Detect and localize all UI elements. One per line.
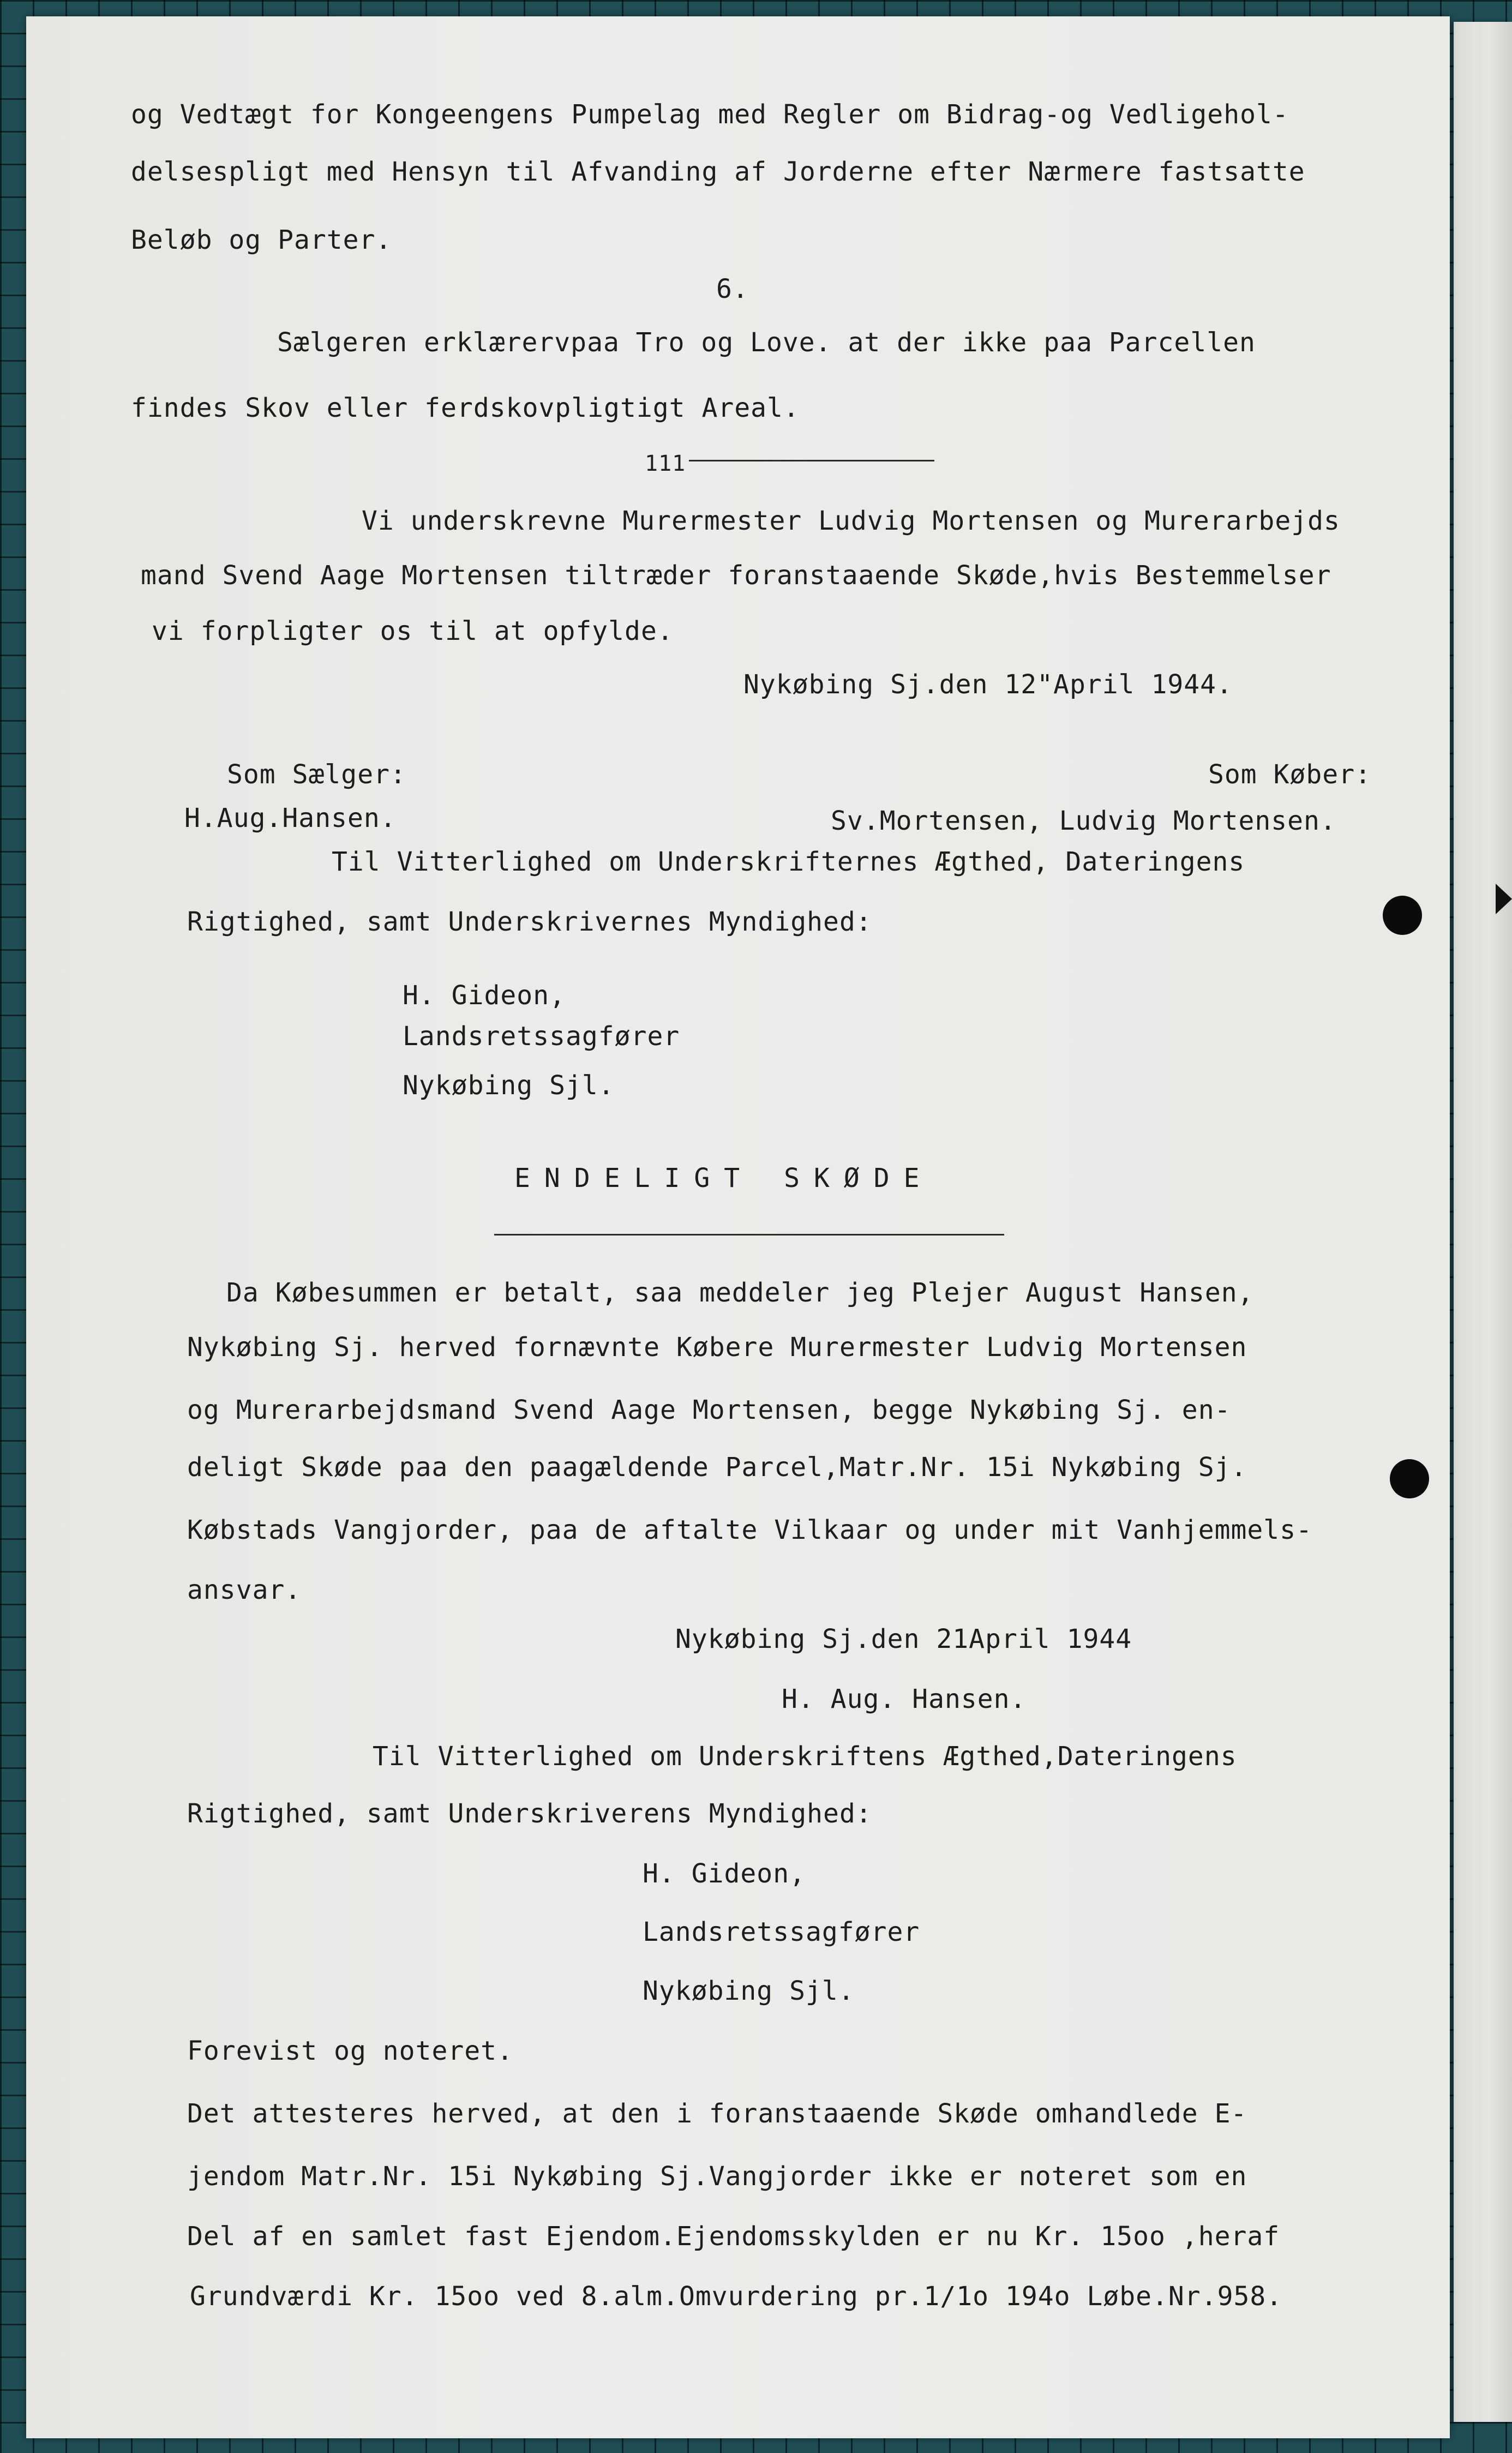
date-line: Nykøbing Sj.den 12"April 1944. <box>743 669 1233 700</box>
text-line: Sælgeren erklærervpaa Tro og Love. at der ikke paa Parcellen <box>277 327 1256 358</box>
text-line: Det attesteres herved, at den i foranstaaende Skøde omhandlede E- <box>187 2098 1247 2129</box>
text-line: mand Svend Aage Mortensen tiltræder foranstaaende Skøde,hvis Bestemmelser <box>141 560 1331 591</box>
document-heading: ENDELIGT SKØDE <box>514 1163 934 1193</box>
witness-name: H. Gideon, <box>403 980 566 1011</box>
separator-mark: 111 <box>645 451 686 476</box>
witness-name: H. Gideon, <box>643 1858 806 1889</box>
text-line: delsespligt med Hensyn til Afvanding af Jorderne efter Nærmere fastsatte <box>131 157 1305 187</box>
witness-title: Landsretssagfører <box>403 1021 680 1052</box>
document-page <box>26 16 1450 2438</box>
heading-underline <box>494 1234 1004 1236</box>
witness-place: Nykøbing Sjl. <box>643 1976 855 2006</box>
buyer-label: Som Køber: <box>1208 759 1371 790</box>
text-line: findes Skov eller ferdskovpligtigt Areal. <box>131 393 800 423</box>
punch-hole <box>1383 896 1422 935</box>
text-line: Købstads Vangjorder, paa de aftalte Vilkaar og under mit Vanhjemmels- <box>187 1515 1312 1545</box>
text-line: jendom Matr.Nr. 15i Nykøbing Sj.Vangjorder ikke er noteret som en <box>187 2161 1247 2192</box>
witness-title: Landsretssagfører <box>643 1917 920 1947</box>
seller-label: Som Sælger: <box>227 759 406 790</box>
text-line: Del af en samlet fast Ejendom.Ejendomsskylden er nu Kr. 15oo ,heraf <box>187 2221 1280 2252</box>
section-number: 6. <box>716 274 749 304</box>
punch-hole <box>1390 1459 1429 1498</box>
text-line: Nykøbing Sj. herved fornævnte Købere Murermester Ludvig Mortensen <box>187 1332 1247 1363</box>
text-line: deligt Skøde paa den paagældende Parcel,Matr.Nr. 15i Nykøbing Sj. <box>187 1452 1247 1483</box>
text-line: Da Købesummen er betalt, saa meddeler jeg Plejer August Hansen, <box>226 1278 1254 1308</box>
text-line: Vi underskrevne Murermester Ludvig Mortensen og Murerarbejds <box>362 506 1340 536</box>
noted-line: Forevist og noteret. <box>187 2036 513 2066</box>
text-line: Til Vitterlighed om Underskrifternes Ægthed, Dateringens <box>332 847 1245 877</box>
page-marker-arrow <box>1496 884 1512 914</box>
adjacent-page-edge <box>1454 22 1512 2422</box>
text-line: Rigtighed, samt Underskriverens Myndighed: <box>187 1798 872 1829</box>
buyer-signatures: Sv.Mortensen, Ludvig Mortensen. <box>831 806 1336 836</box>
text-line: og Murerarbejdsmand Svend Aage Mortensen, begge Nykøbing Sj. en- <box>187 1395 1231 1425</box>
date-line: Nykøbing Sj.den 21April 1944 <box>675 1624 1132 1654</box>
separator-rule <box>689 460 934 461</box>
seller-signature: H.Aug.Hansen. <box>184 803 397 833</box>
text-line: vi forpligter os til at opfylde. <box>152 616 674 646</box>
text-line: og Vedtægt for Kongeengens Pumpelag med Regler om Bidrag-og Vedligehol- <box>131 99 1289 130</box>
text-line: Rigtighed, samt Underskrivernes Myndighed: <box>187 907 872 937</box>
text-line: Til Vitterlighed om Underskriftens Ægthed,Dateringens <box>373 1741 1237 1772</box>
text-line: Grundværdi Kr. 15oo ved 8.alm.Omvurdering pr.1/1o 194o Løbe.Nr.958. <box>190 2281 1283 2312</box>
text-line: ansvar. <box>187 1575 302 1605</box>
text-line: Beløb og Parter. <box>131 225 392 255</box>
seller-signature: H. Aug. Hansen. <box>782 1684 1027 1714</box>
witness-place: Nykøbing Sjl. <box>403 1070 615 1101</box>
